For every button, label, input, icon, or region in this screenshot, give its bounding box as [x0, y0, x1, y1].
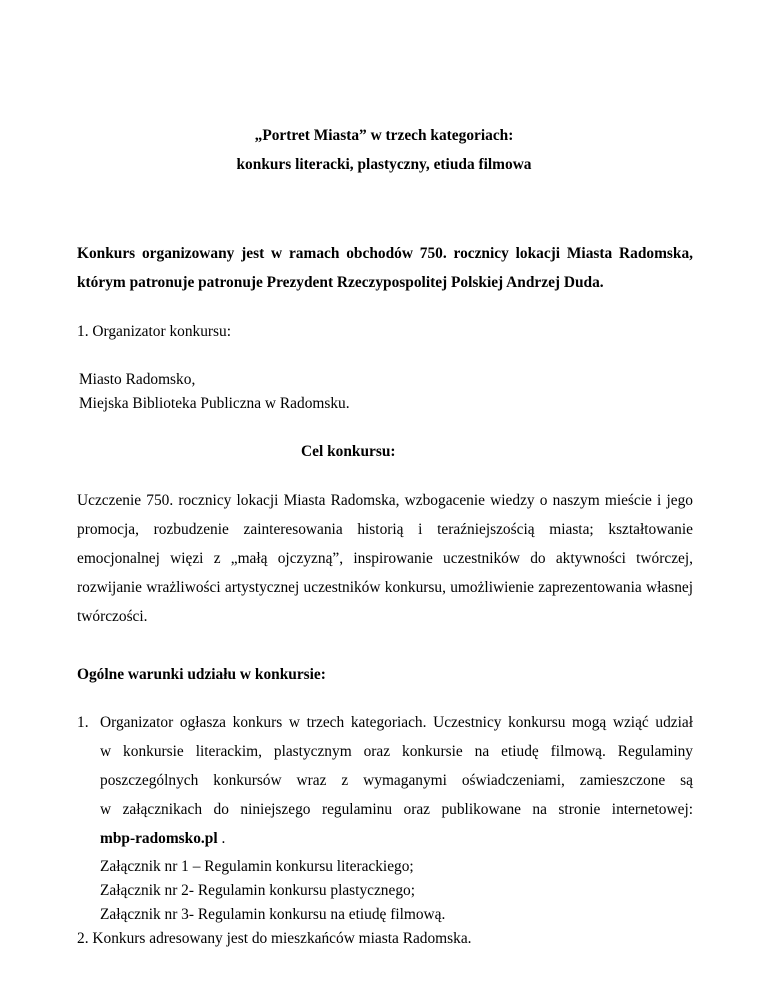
goal-line-5: twórczości.	[77, 608, 148, 625]
intro-line-2: którym patronuje patronuje Prezydent Rzeczypospolitej Polskiej Andrzej Duda.	[77, 274, 604, 291]
organizer-line-2: Miejska Biblioteka Publiczna w Radomsku.	[79, 395, 350, 412]
item-2: 2. Konkurs adresowany jest do mieszkańców miasta Radomska.	[77, 930, 472, 947]
item-1-line-4: w załącznikach do niniejszego regulaminu oraz publikowane na stronie internetowej:	[100, 801, 693, 818]
organizer-heading: 1. Organizator konkursu:	[77, 323, 232, 340]
goal-line-1: Uczczenie 750. rocznicy lokacji Miasta Radomska, wzbogacenie wiedzy o naszym mieście i jego	[77, 492, 693, 509]
intro-line-1: Konkurs organizowany jest w ramach obchodów 750. rocznicy lokacji Miasta Radomska,	[77, 245, 693, 262]
title-line-1: „Portret Miasta” w trzech kategoriach:	[254, 127, 514, 144]
website-suffix: .	[217, 830, 226, 847]
goal-line-2: promocja, rozbudzenie zainteresowania historią i teraźniejszością miasta; kształtowanie	[77, 521, 693, 538]
goal-heading: Cel konkursu:	[301, 443, 396, 460]
website-line	[100, 829, 225, 849]
item-1-number: 1.	[77, 714, 89, 731]
conditions-heading: Ogólne warunki udziału w konkursie:	[77, 666, 326, 683]
attachment-3: Załącznik nr 3- Regulamin konkursu na etiudę filmową.	[100, 906, 446, 923]
item-1-line-2: w konkursie literackim, plastycznym oraz konkursie na etiudę filmową. Regulaminy	[100, 743, 693, 760]
website-link[interactable]: mbp-radomsko.pl	[100, 830, 218, 847]
item-1-line-3: poszczególnych konkursów wraz z wymaganymi oświadczeniami, zamieszczone są	[100, 772, 693, 789]
title-line-2: konkurs literacki, plastyczny, etiuda filmowa	[236, 156, 532, 173]
goal-line-4: rozwijanie wrażliwości artystycznej uczestników konkursu, umożliwienie zaprezentowania własnej	[77, 579, 693, 596]
goal-line-3: emocjonalnej więzi z „małą ojczyzną”, inspirowanie uczestników do aktywności twórczej,	[77, 550, 693, 567]
attachment-2: Załącznik nr 2- Regulamin konkursu plastycznego;	[100, 882, 415, 899]
attachment-1: Załącznik nr 1 – Regulamin konkursu literackiego;	[100, 858, 414, 875]
item-1-line-1: Organizator ogłasza konkurs w trzech kategoriach. Uczestnicy konkursu mogą wziąć udział	[100, 714, 693, 731]
organizer-line-1: Miasto Radomsko,	[79, 371, 196, 388]
